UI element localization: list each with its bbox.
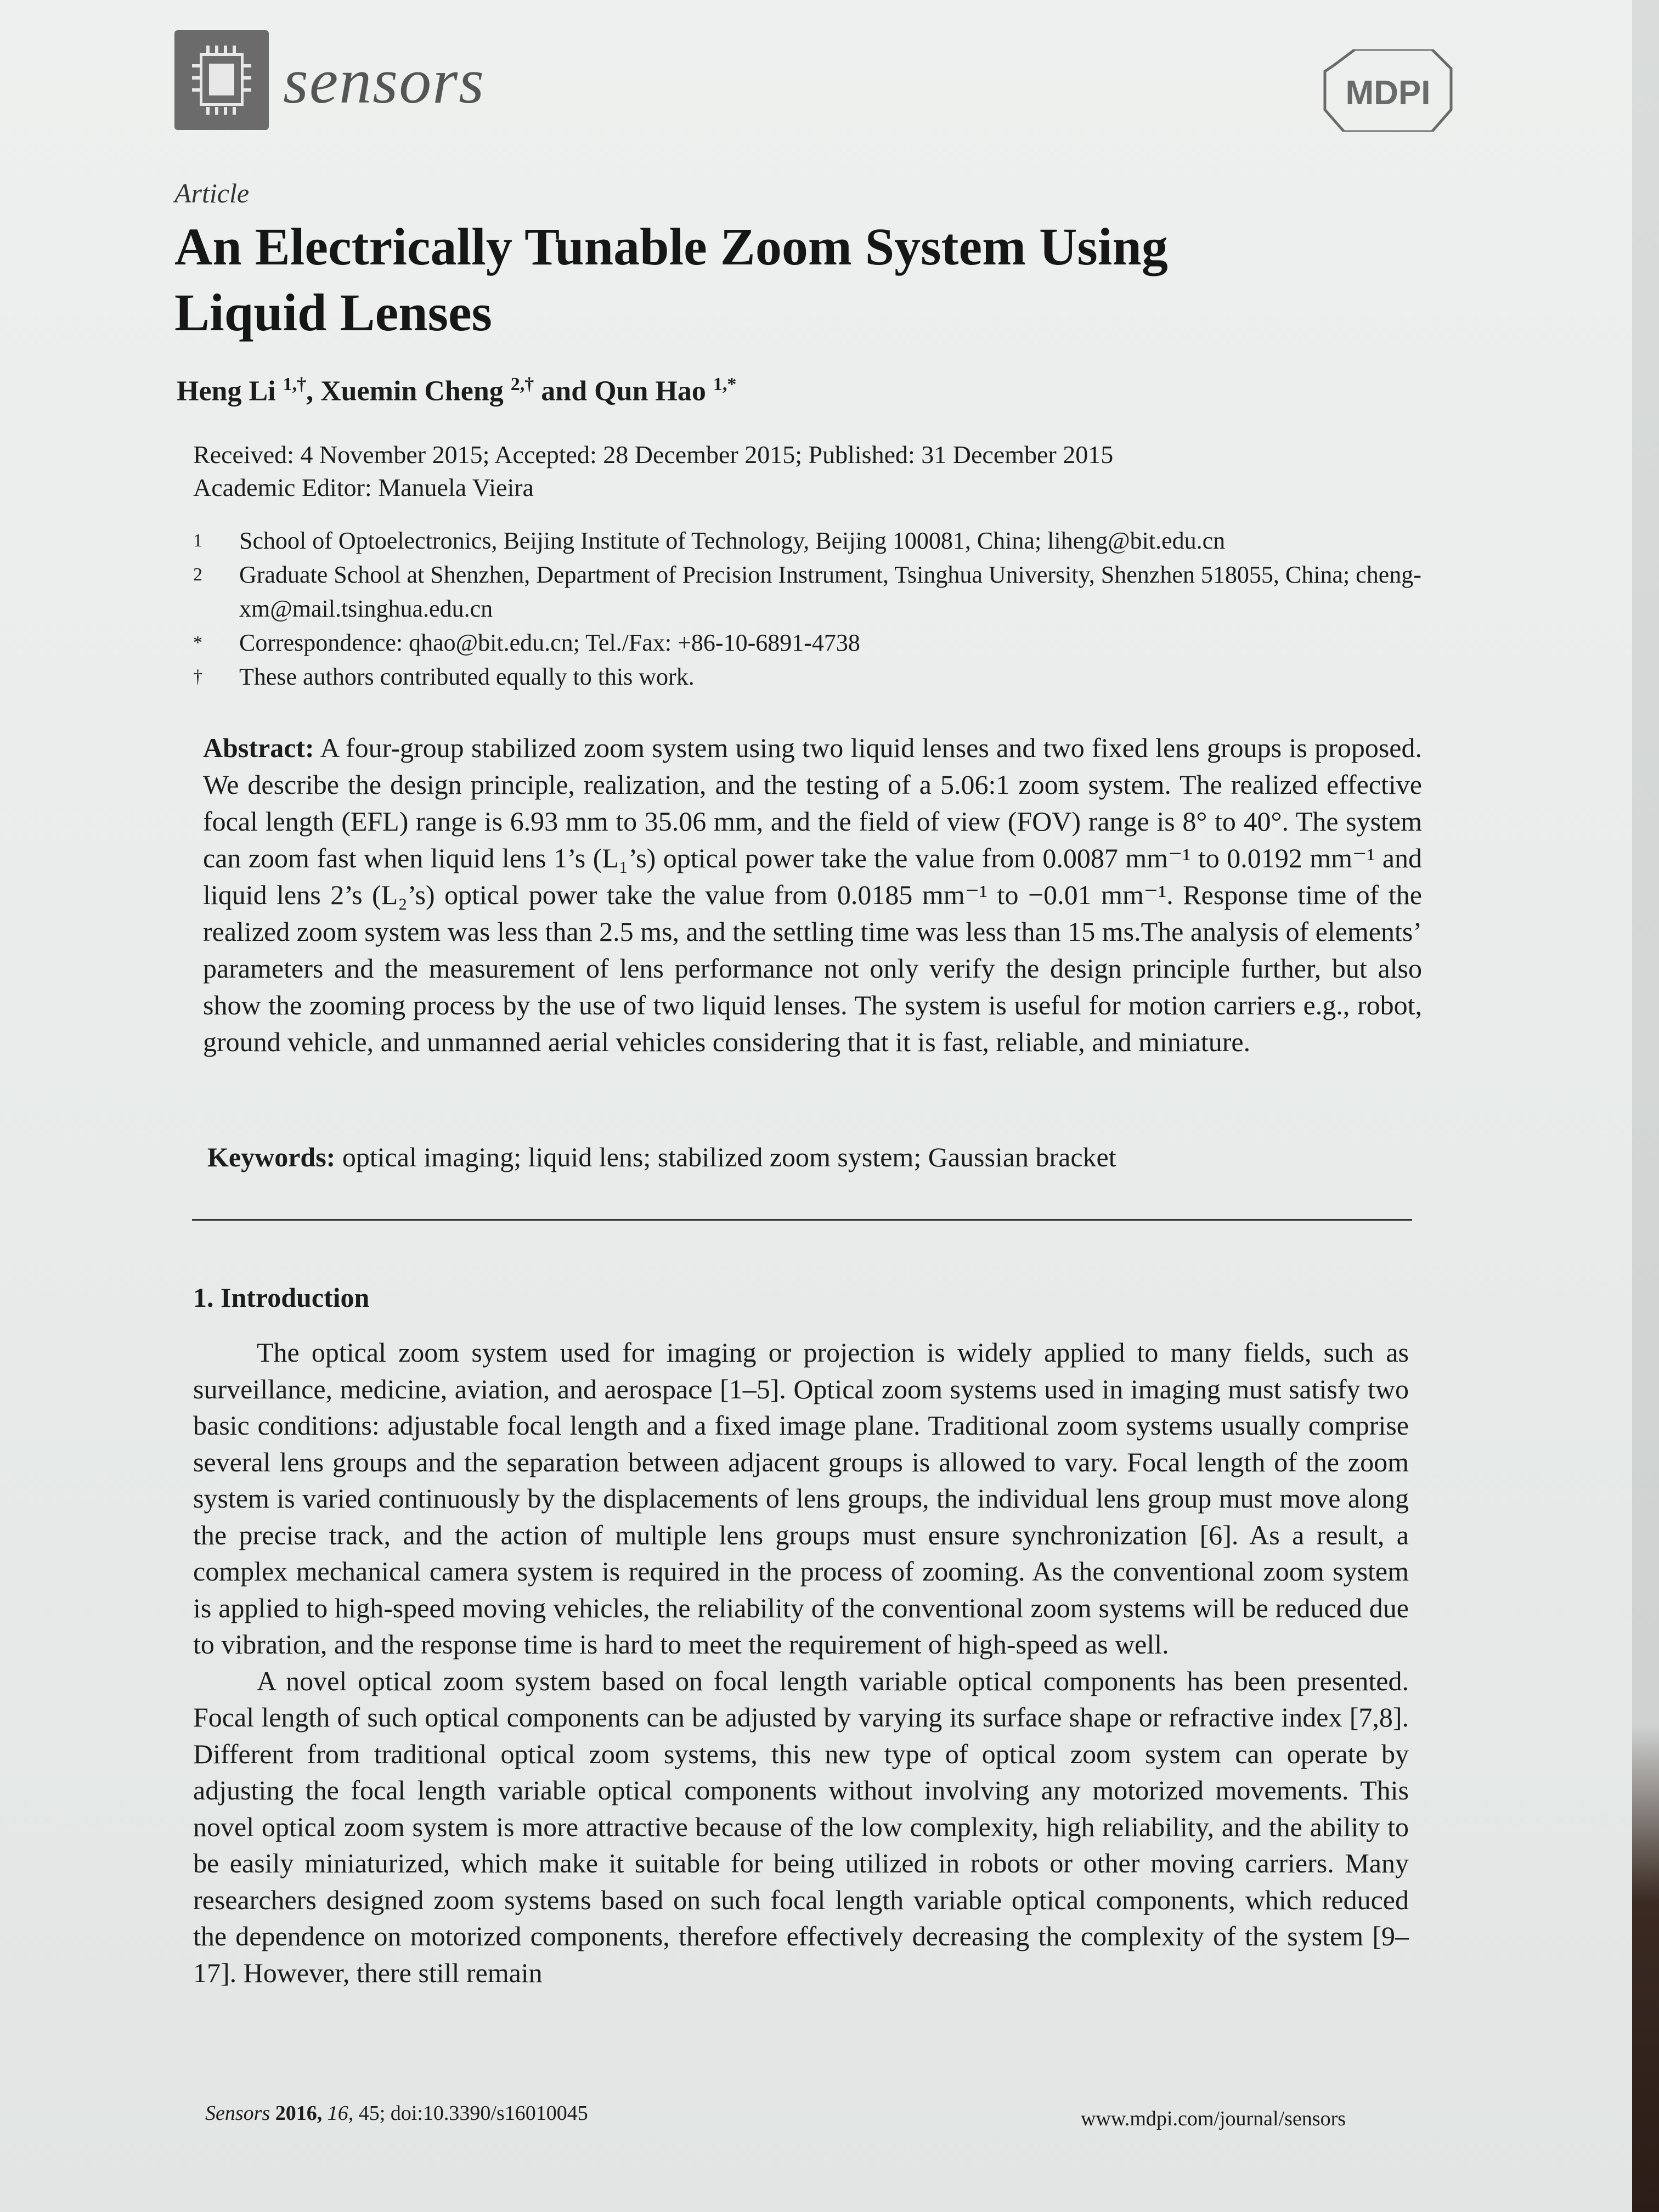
author-list <box>177 374 736 407</box>
section-body <box>193 1334 1409 1991</box>
affiliation-mark: 2 <box>193 565 202 585</box>
affiliation-item <box>193 524 1455 558</box>
affiliation-text: School of Optoelectronics, Beijing Institute of Technology, Beijing 100081, China; liheng@bit.edu.cn <box>239 527 1226 554</box>
journal-url: www.mdpi.com/journal/sensors <box>1081 2107 1346 2130</box>
author-affiliation-mark: 2,† <box>510 374 534 394</box>
citation-footer <box>205 2101 588 2125</box>
affiliation-item <box>193 558 1455 626</box>
author-name: Xuemin Cheng <box>320 375 504 407</box>
abstract <box>203 730 1422 1060</box>
keywords-label: Keywords: <box>207 1142 336 1172</box>
mdpi-logo-text: MDPI <box>1345 74 1431 112</box>
paper-title: An Electrically Tunable Zoom System Using Liquid Lenses <box>174 217 1168 342</box>
page-edge-shadow <box>1632 0 1659 2212</box>
affiliation-mark: † <box>193 667 202 687</box>
footer-volume: 16, <box>327 2102 354 2125</box>
keywords <box>207 1141 1116 1173</box>
affiliation-text: Graduate School at Shenzhen, Department of Precision Instrument, Tsinghua University, Shenzhen 518055, China; cheng-xm@mail.tsinghua.edu.cn <box>239 561 1421 622</box>
author-affiliation-mark: 1,* <box>713 374 737 394</box>
author-separator: , <box>306 375 321 407</box>
section-heading: 1. Introduction <box>193 1282 370 1313</box>
body-paragraph: A novel optical zoom system based on focal length variable optical components has been presented. Focal length of such optical components can be adjusted by varying its surface shape or refractive index [7,8]. Different from traditional optical zoom systems, this new type of optical zoom system can operate by adjusting the focal length variable optical components without involving any motorized movements. This novel optical zoom system is more attractive because of the low complexity, high reliability, and the ability to be easily miniaturized, which make it suitable for being utilized in robots or other moving carriers. Many researchers designed zoom systems based on such focal length variable optical components, which reduced the dependence on motorized components, therefore effectively decreasing the complexity of the system [9–17]. However, there still remain <box>193 1665 1409 1988</box>
abstract-text: A four-group stabilized zoom system using two liquid lenses and two fixed lens groups is proposed. We describe the design principle, realization, and the testing of a 5.06:1 zoom system. The realized effective focal length (EFL) range is 6.93 mm to 35.06 mm, and the field of view (FOV) range is 8° to 40°. The system can zoom fast when liquid lens 1’s (L₁’s) optical power take the value from 0.0087 mm⁻¹ to 0.0192 mm⁻¹ and liquid lens 2’s (L₂’s) optical power take the value from 0.0185 mm⁻¹ to −0.01 mm⁻¹. Response time of the realized zoom system was less than 2.5 ms, and the settling time was less than 15 ms.The analysis of elements’ parameters and the measurement of lens performance not only verify the design principle further, but also show the zooming process by the use of two liquid lenses. The system is useful for motion carriers e.g., robot, ground vehicle, and unmanned aerial vehicles considering that it is fast, reliable, and miniature. <box>203 732 1422 1057</box>
affiliation-text: These authors contributed equally to this work. <box>239 663 695 690</box>
author-name: Qun Hao <box>594 375 706 407</box>
publication-dates: Received: 4 November 2015; Accepted: 28 December 2015; Published: 31 December 2015 <box>193 441 1114 469</box>
article-type: Article <box>174 178 250 208</box>
author-name: Heng Li <box>177 375 276 407</box>
keywords-text: optical imaging; liquid lens; stabilized zoom system; Gaussian bracket <box>342 1142 1116 1172</box>
mdpi-logo <box>1322 49 1454 132</box>
author-conjunction: and <box>541 375 588 407</box>
chip-icon <box>174 30 269 130</box>
academic-editor: Academic Editor: Manuela Vieira <box>193 473 534 501</box>
footer-year: 2016, <box>275 2102 323 2125</box>
affiliation-mark: * <box>193 633 202 653</box>
footer-doi: 45; doi:10.3390/s16010045 <box>358 2102 588 2125</box>
body-paragraph: The optical zoom system used for imaging or projection is widely applied to many fields, such as surveillance, medicine, aviation, and aerospace [1–5]. Optical zoom systems used in imaging must satisfy two basic conditions: adjustable focal length and a fixed image plane. Traditional zoom systems usually comprise several lens groups and the separation between adjacent groups is allowed to vary. Focal length of the zoom system is varied continuously by the displacements of lens groups, the individual lens group must move along the precise track, and the action of multiple lens groups must ensure synchronization [6]. As a result, a complex mechanical camera system is required in the process of zooming. As the conventional zoom system is applied to high-speed moving vehicles, the reliability of the conventional zoom systems will be reduced due to vibration, and the response time is hard to meet the requirement of high-speed as well. <box>193 1337 1409 1660</box>
affiliation-item <box>193 626 1455 660</box>
abstract-label: Abstract: <box>203 732 314 763</box>
affiliation-mark: 1 <box>193 531 202 551</box>
footer-journal: Sensors <box>205 2102 270 2125</box>
affiliation-text: Correspondence: qhao@bit.edu.cn; Tel./Fax: +86-10-6891-4738 <box>239 629 860 656</box>
affiliation-item <box>193 660 1455 694</box>
section-divider <box>192 1219 1412 1221</box>
author-affiliation-mark: 1,† <box>283 374 307 394</box>
journal-name: sensors <box>283 45 486 117</box>
